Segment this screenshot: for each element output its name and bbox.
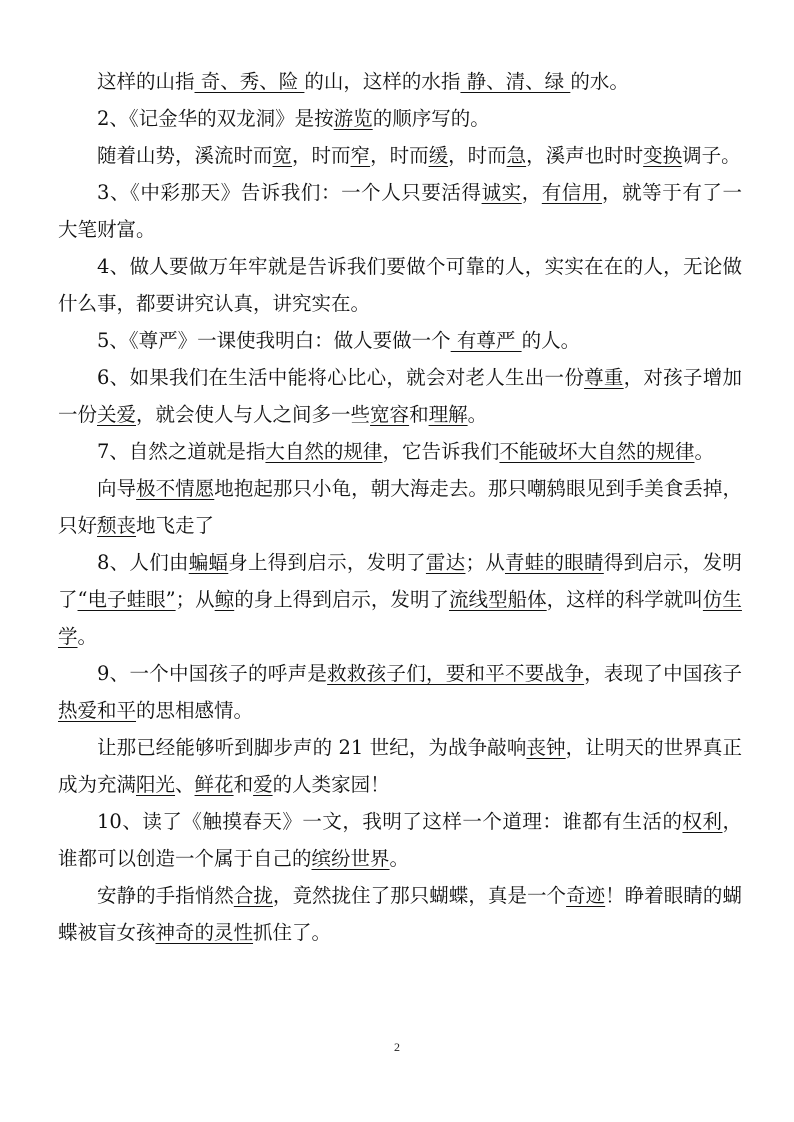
underlined-answer: 诚实 — [481, 181, 522, 204]
underlined-answer: 大自然的规律 — [265, 440, 383, 463]
text-segment: 10、读了《触摸春天》一文，我明了这样一个道理：谁都有生活的 — [97, 810, 683, 833]
text-segment: 的顺序写的。 — [372, 107, 490, 130]
underlined-answer: 合拢 — [233, 884, 273, 907]
text-segment: 安静的手指悄然 — [97, 884, 234, 907]
text-segment: 2、《记金华的双龙洞》是按 — [97, 107, 334, 130]
underlined-answer: 游览 — [333, 107, 373, 130]
text-segment: 。 — [77, 625, 98, 648]
text-segment: ，对孩子增加一份 — [58, 366, 742, 426]
underlined-answer: 流线型船体 — [449, 588, 547, 611]
text-segment: 的身上得到启示，发明了 — [234, 588, 450, 611]
underlined-answer: 蝙蝠 — [188, 551, 229, 574]
text-segment: 的思相感情。 — [136, 699, 254, 722]
text-segment: 的山，这样的水指 — [304, 70, 461, 93]
underlined-answer: 阳光 — [136, 773, 176, 796]
underlined-answer: 有尊严 — [450, 329, 522, 352]
text-segment: ，它告诉我们 — [382, 440, 500, 463]
paragraph — [58, 322, 742, 359]
underlined-answer: 青蛙的眼睛 — [504, 551, 604, 574]
text-segment: ，谁都可以创造一个属于自己的 — [58, 810, 742, 870]
paragraph — [58, 248, 742, 322]
underlined-answer: “电子蛙眼” — [77, 588, 176, 611]
underlined-answer: 雷达 — [425, 551, 466, 574]
text-segment: ，让明天的世界真正成为充满 — [58, 736, 742, 796]
paragraph — [58, 63, 742, 100]
text-segment: 。 — [389, 847, 410, 870]
text-segment: ，溪声也时时 — [526, 144, 644, 167]
underlined-answer: 鲸 — [214, 588, 235, 611]
underlined-answer: 静、清、绿 — [460, 70, 571, 93]
text-segment: 、 — [175, 773, 195, 796]
underlined-answer: 缤纷世界 — [311, 847, 390, 870]
text-segment: ， — [521, 181, 542, 204]
text-segment: 地飞走了 — [136, 514, 215, 537]
text-segment: ，就会使人与人之间多一些 — [136, 403, 371, 426]
paragraph — [58, 359, 742, 433]
text-segment: ，竟然拢住了那只蝴蝶，真是一个 — [272, 884, 567, 907]
underlined-answer: 尊重 — [584, 366, 624, 389]
text-segment: ；从 — [465, 551, 505, 574]
text-segment: 6、如果我们在生活中能将心比心，就会对老人生出一份 — [97, 366, 585, 389]
text-segment: 7、自然之道就是指 — [97, 440, 266, 463]
paragraph — [58, 433, 742, 470]
text-segment: ，时而 — [370, 144, 429, 167]
underlined-answer: 热爱和平 — [58, 699, 137, 722]
paragraph — [58, 803, 742, 877]
underlined-answer: 仿生学 — [58, 588, 742, 648]
text-segment: ，时而 — [448, 144, 507, 167]
text-segment: ，表现了中国孩子 — [584, 662, 742, 685]
text-segment: 8、人们由 — [97, 551, 189, 574]
underlined-answer: 奇、秀、险 — [194, 70, 305, 93]
underlined-answer: 救救孩子们，要和平不要战争 — [327, 662, 585, 685]
underlined-answer: 关爱 — [97, 403, 137, 426]
paragraph — [58, 655, 742, 729]
text-segment: ，时而 — [292, 144, 351, 167]
text-segment: 地抱起那只小龟，朝大海走去。那只嘲鸫眼见到手美食丢掉，只好 — [58, 477, 742, 537]
text-segment: 调子。 — [682, 144, 741, 167]
paragraph — [58, 729, 742, 803]
text-segment: ！睁着眼睛的蝴蝶被盲女孩 — [58, 884, 742, 944]
text-segment: 让那已经能够听到脚步声的 21 世纪，为战争敲响 — [97, 736, 527, 759]
text-segment: 和 — [233, 773, 254, 796]
text-segment: 身上得到启示，发明了 — [228, 551, 426, 574]
text-segment: 。 — [694, 440, 714, 463]
underlined-answer: 窄 — [350, 144, 371, 167]
paragraph — [58, 100, 742, 137]
underlined-answer: 急 — [506, 144, 527, 167]
paragraph — [58, 137, 742, 174]
text-segment: 4、做人要做万年牢就是告诉我们要做个可靠的人，实实在在的人，无论做什么事，都要讲究认真，讲究实在。 — [58, 255, 742, 315]
text-segment: 向导 — [97, 477, 137, 500]
paragraph — [58, 470, 742, 544]
underlined-answer: 权利 — [682, 810, 723, 833]
underlined-answer: 宽容 — [370, 403, 410, 426]
underlined-answer: 缓 — [428, 144, 449, 167]
paragraph — [58, 174, 742, 248]
text-segment: 的水。 — [570, 70, 629, 93]
underlined-answer: 极不情愿 — [136, 477, 215, 500]
paragraph — [58, 544, 742, 655]
text-segment: 。 — [467, 403, 488, 426]
text-segment: 和 — [409, 403, 429, 426]
underlined-answer: 神奇的灵性 — [155, 921, 254, 944]
document-body — [58, 63, 742, 951]
text-segment: 的人。 — [521, 329, 581, 352]
text-segment: 抓住了。 — [253, 921, 332, 944]
underlined-answer: 丧钟 — [526, 736, 566, 759]
underlined-answer: 奇迹 — [566, 884, 606, 907]
text-segment: 的人类家园！ — [272, 773, 390, 796]
text-segment: 随着山势，溪流时而 — [97, 144, 273, 167]
text-segment: 9、一个中国孩子的呼声是 — [97, 662, 328, 685]
text-segment: 这样的山指 — [97, 70, 195, 93]
underlined-answer: 鲜花 — [194, 773, 234, 796]
text-segment: 得到启示，发明了 — [58, 551, 742, 611]
underlined-answer: 有信用 — [541, 181, 603, 204]
paragraph — [58, 877, 742, 951]
text-segment: 3、《中彩那天》告诉我们：一个人只要活得 — [97, 181, 482, 204]
text-segment: ，就等于有了一大笔财富。 — [58, 181, 742, 241]
underlined-answer: 理解 — [428, 403, 468, 426]
text-segment: ；从 — [175, 588, 215, 611]
underlined-answer: 爱 — [253, 773, 273, 796]
underlined-answer: 颓丧 — [97, 514, 137, 537]
underlined-answer: 变换 — [643, 144, 683, 167]
page-number: 2 — [394, 1040, 400, 1054]
text-segment: ，这样的科学就叫 — [546, 588, 703, 611]
underlined-answer: 不能破坏大自然的规律 — [499, 440, 695, 463]
text-segment: 5、《尊严》一课使我明白：做人要做一个 — [97, 329, 451, 352]
underlined-answer: 宽 — [272, 144, 293, 167]
